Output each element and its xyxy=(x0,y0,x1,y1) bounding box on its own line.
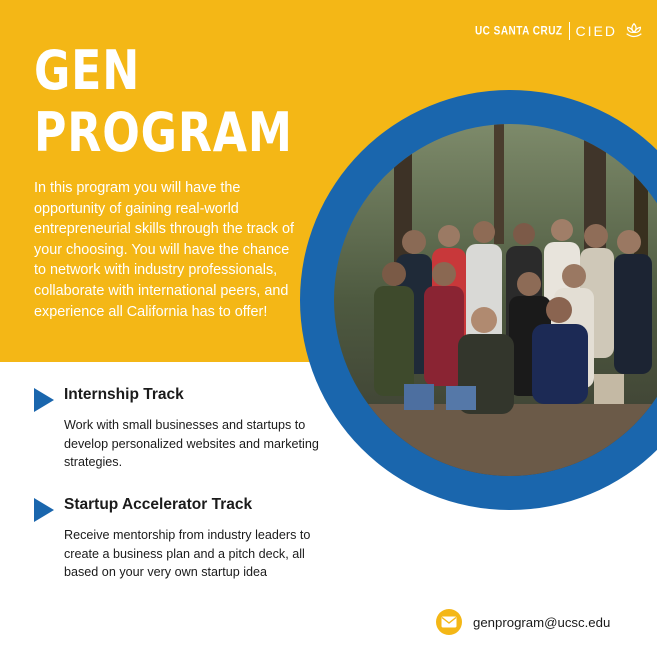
logo-university-name: UC SANTA CRUZ xyxy=(474,24,563,38)
logo-org-name: CIED xyxy=(575,23,617,39)
uc-santa-cruz-cied-logo xyxy=(475,20,645,42)
startup-track-description: Receive mentorship from industry leaders to create a business plan and a pitch deck, all based on your very own startup idea xyxy=(64,528,311,580)
play-arrow-icon xyxy=(34,498,54,522)
intro-paragraph: In this program you will have the opportunity of gaining real-world entrepreneurial skills through the track of your choosing. You will have the chance to network with industry professionals, collaborate with international peers, and experience all California has to offer! xyxy=(34,180,294,320)
envelope-icon xyxy=(436,609,462,635)
play-arrow-icon xyxy=(34,388,54,412)
title-line-2: PROGRAM xyxy=(34,101,293,164)
contact-email[interactable]: genprogram@ucsc.edu xyxy=(473,614,611,630)
startup-track-title: Startup Accelerator Track xyxy=(64,496,253,513)
title-line-1: GEN xyxy=(34,39,141,102)
page-title xyxy=(34,40,350,164)
leaf-seal-icon xyxy=(623,20,645,42)
logo-divider xyxy=(569,22,570,40)
internship-track-title: Internship Track xyxy=(64,386,184,403)
contact-info xyxy=(436,609,610,635)
internship-track-description: Work with small businesses and startups to develop personalized websites and marketing strategies. xyxy=(64,418,319,470)
